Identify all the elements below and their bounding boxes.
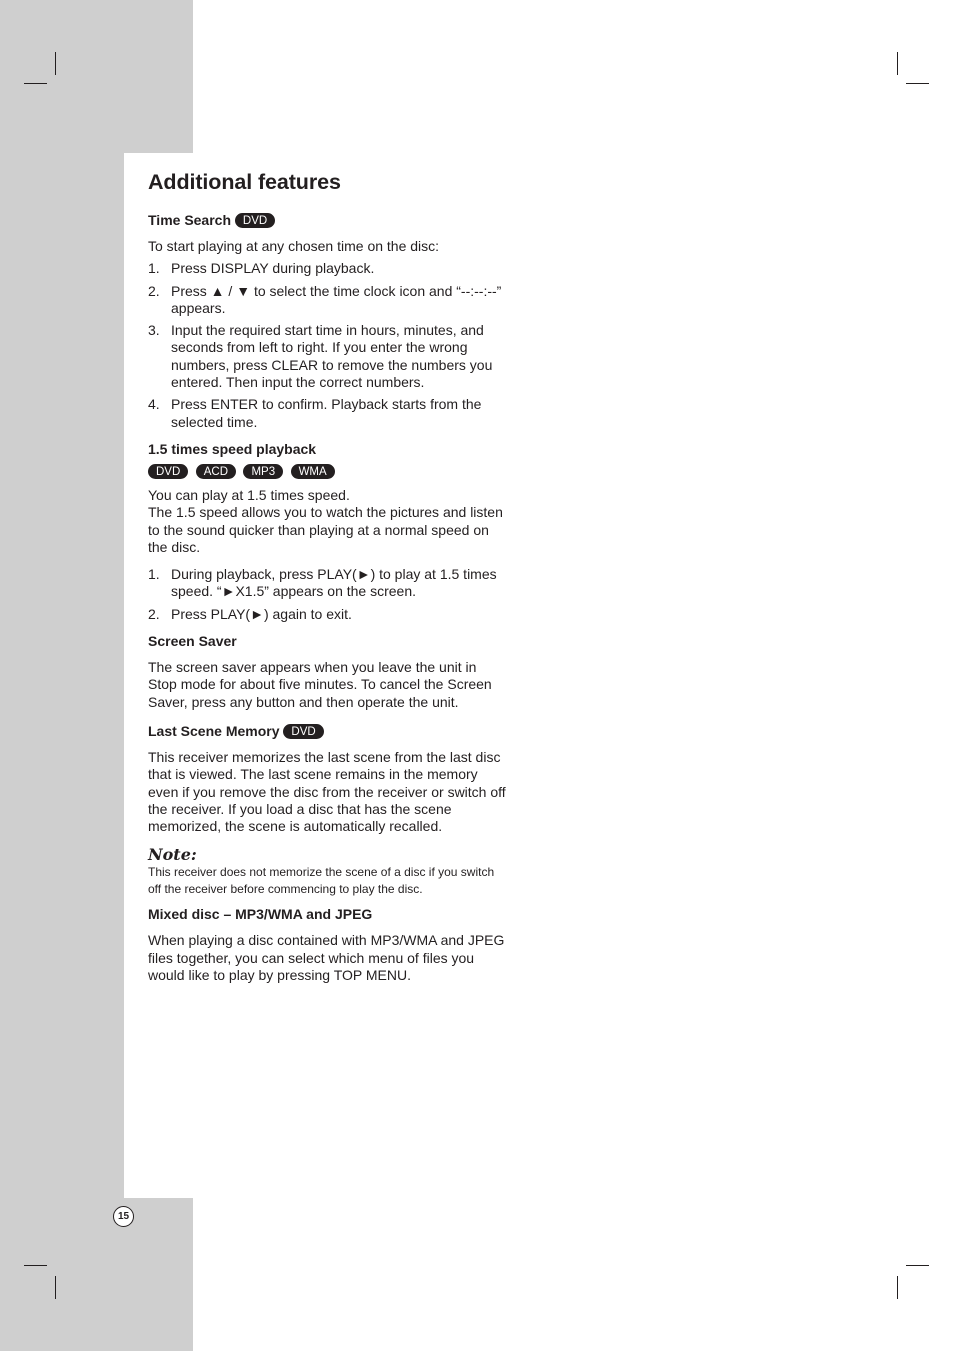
section-time-search bbox=[148, 212, 508, 431]
list-item bbox=[148, 606, 508, 623]
page-title: Additional features bbox=[148, 170, 341, 194]
section-heading bbox=[148, 212, 508, 229]
list-item bbox=[148, 260, 508, 277]
step-number: 1. bbox=[148, 566, 160, 583]
crop-mark bbox=[55, 1276, 56, 1299]
note-text: This receiver does not memorize the scene of a disc if you switch off the receiver before commencing to play the disc. bbox=[148, 865, 495, 897]
body-text: When playing a disc contained with MP3/WMA and JPEG files together, you can select which menu of files you would like to play by pressing TOP MENU. bbox=[148, 932, 505, 984]
body-text: You can play at 1.5 times speed. bbox=[148, 486, 350, 503]
step-list bbox=[148, 566, 508, 623]
crop-mark bbox=[906, 1265, 929, 1266]
step-number: 2. bbox=[148, 282, 160, 299]
intro-text: To start playing at any chosen time on the disc: bbox=[148, 238, 440, 254]
note-block bbox=[148, 845, 508, 898]
crop-mark bbox=[906, 83, 929, 84]
section-heading: 1.5 times speed playback bbox=[148, 440, 317, 457]
disc-badge-dvd: DVD bbox=[235, 213, 275, 228]
disc-badge-acd: ACD bbox=[196, 464, 236, 479]
section-speed-playback bbox=[148, 441, 508, 623]
crop-mark bbox=[24, 1265, 47, 1266]
section-heading: Screen Saver bbox=[148, 633, 237, 650]
section-screen-saver bbox=[148, 633, 508, 711]
step-text: Input the required start time in hours, minutes, and seconds from left to right. If you enter the wrong numbers, press CLEAR to remove the numbers you entered. Then input the correct numbers. bbox=[171, 322, 493, 391]
section-last-scene-memory bbox=[148, 723, 508, 835]
gray-margin-top bbox=[0, 0, 193, 153]
section-mixed-disc bbox=[148, 906, 508, 984]
page-content bbox=[148, 170, 508, 984]
disc-badge-row bbox=[148, 463, 508, 480]
list-item bbox=[148, 322, 508, 391]
step-text: Press ENTER to confirm. Playback starts from the selected time. bbox=[171, 396, 482, 430]
section-heading: Mixed disc – MP3/WMA and JPEG bbox=[148, 906, 373, 923]
gray-margin-bottom bbox=[0, 1198, 193, 1351]
disc-badge-wma: WMA bbox=[291, 464, 335, 479]
step-text: Press ▲ / ▼ to select the time clock icon and “--:--:--” appears. bbox=[171, 282, 502, 316]
heading-text: Last Scene Memory bbox=[148, 722, 280, 739]
body-text: The screen saver appears when you leave the unit in Stop mode for about five minutes. To cancel the Screen Saver, press any button and then operate the unit. bbox=[148, 659, 492, 710]
crop-mark bbox=[24, 83, 47, 84]
list-item bbox=[148, 283, 508, 318]
step-list bbox=[148, 260, 508, 431]
body-text: This receiver memorizes the last scene from the last disc that is viewed. The last scene remains in the memory even if you remove the disc from the receiver or switch off the receiver. If you load a disc that has the scene memorized, the scene is automatically recalled. bbox=[148, 748, 506, 835]
step-number: 1. bbox=[148, 260, 160, 277]
gray-margin-left bbox=[0, 153, 124, 1198]
step-text: During playback, press PLAY(►) to play at 1.5 times speed. “►X1.5” appears on the screen. bbox=[171, 566, 497, 600]
disc-badge-mp3: MP3 bbox=[243, 464, 283, 479]
body-text: The 1.5 speed allows you to watch the pictures and listen to the sound quicker than playing at a normal speed on the disc. bbox=[148, 504, 503, 555]
crop-mark bbox=[55, 52, 56, 75]
disc-badge-dvd: DVD bbox=[283, 724, 323, 739]
step-text: Press PLAY(►) again to exit. bbox=[171, 605, 352, 622]
section-heading bbox=[148, 723, 508, 740]
list-item bbox=[148, 396, 508, 431]
step-number: 4. bbox=[148, 396, 160, 413]
disc-badge-dvd: DVD bbox=[148, 464, 188, 479]
step-number: 3. bbox=[148, 322, 160, 339]
heading-text: Time Search bbox=[148, 212, 232, 228]
page-number: 15 bbox=[113, 1206, 134, 1227]
step-text: Press DISPLAY during playback. bbox=[171, 260, 375, 277]
crop-mark bbox=[897, 52, 898, 75]
crop-mark bbox=[897, 1276, 898, 1299]
note-title: Note: bbox=[148, 845, 197, 865]
list-item bbox=[148, 566, 508, 601]
step-number: 2. bbox=[148, 605, 160, 622]
